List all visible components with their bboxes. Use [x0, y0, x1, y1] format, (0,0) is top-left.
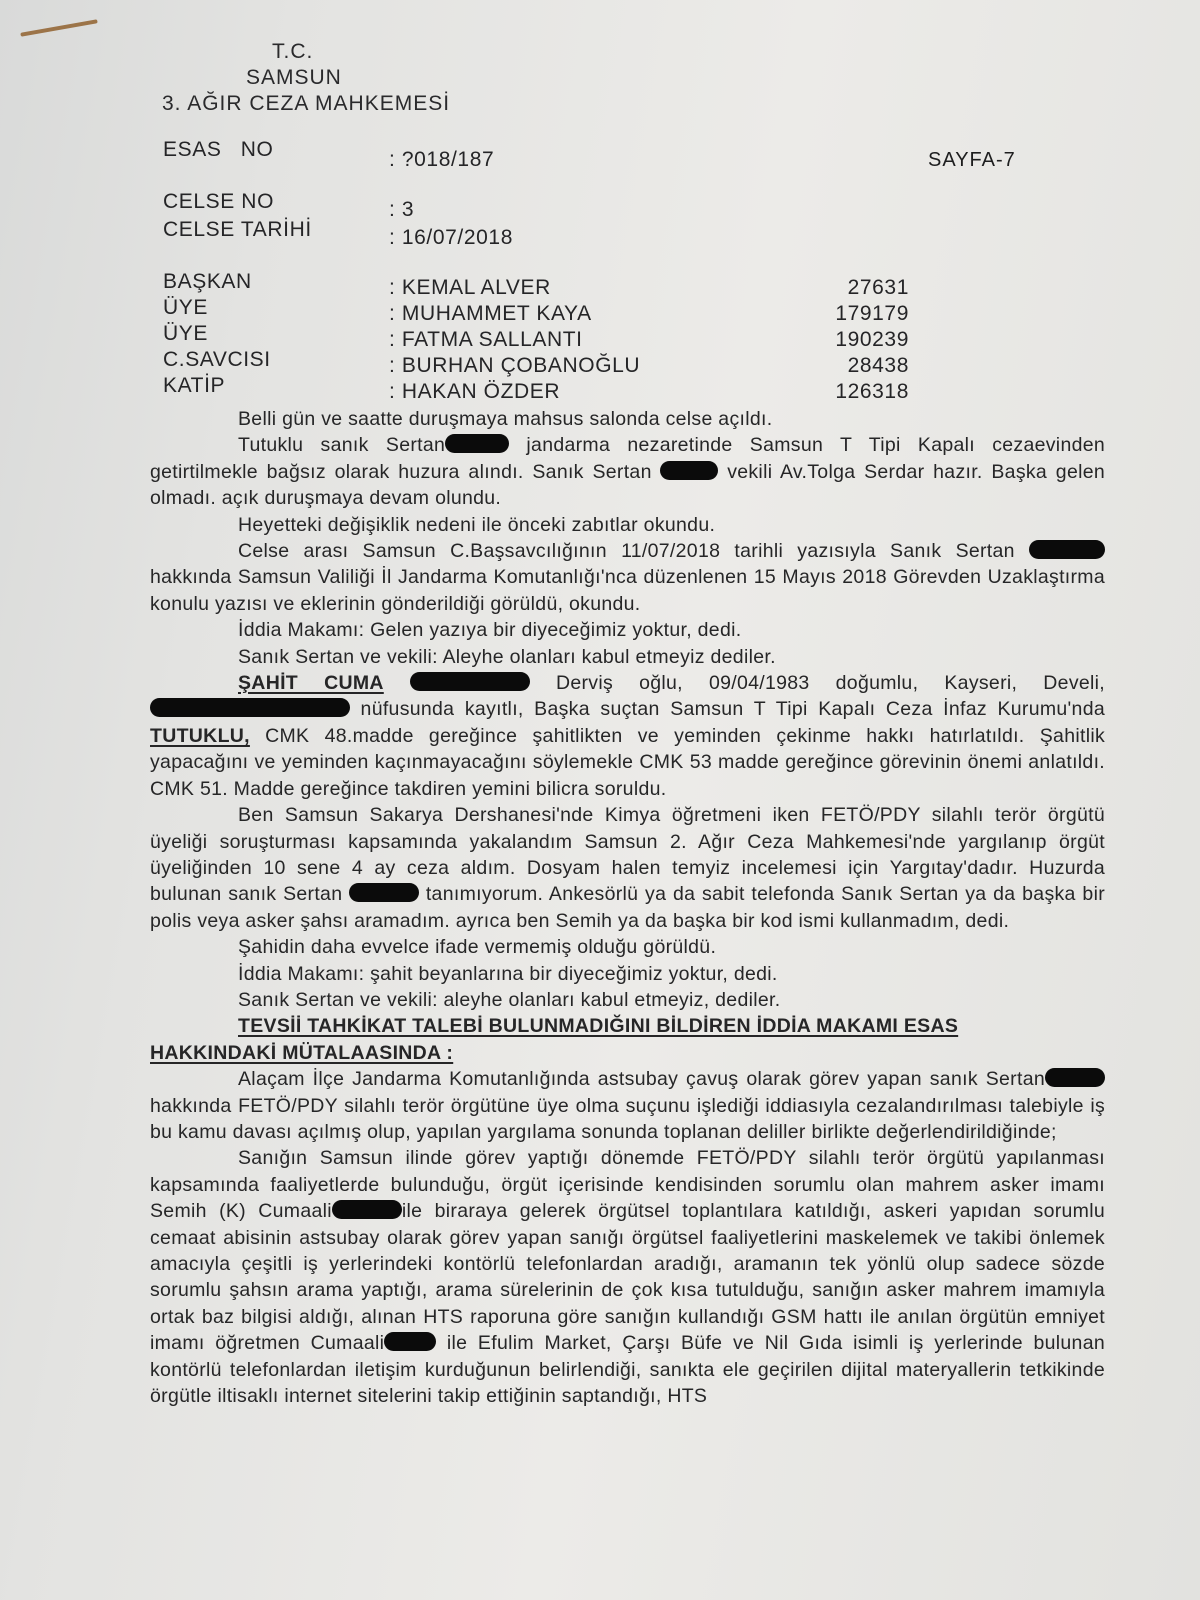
- paragraph: [150, 1066, 1105, 1145]
- paragraph: Şahidin daha evvelce ifade vermemiş olduğu görüldü.: [238, 936, 717, 959]
- panel-row: [163, 270, 923, 299]
- celse-date-value: : 16/07/2018: [389, 226, 513, 249]
- redaction-mark: [384, 1332, 436, 1351]
- paragraph: [150, 670, 1105, 802]
- header-city: SAMSUN: [246, 66, 342, 89]
- section-heading: HAKKINDAKİ MÜTALAASINDA :: [150, 1041, 454, 1064]
- text-segment: vekili Av.Tolga Serdar hazır. Başka gelen olmadı. açık duruşmaya devam olundu.: [150, 460, 1106, 510]
- panel-number: 27631: [847, 276, 909, 299]
- panel-name: : BURHAN ÇOBANOĞLU: [389, 354, 641, 377]
- redaction-mark: [1045, 1068, 1105, 1087]
- panel-name: : HAKAN ÖZDER: [389, 380, 561, 403]
- panel-number: 126318: [835, 380, 909, 403]
- panel-name: : FATMA SALLANTI: [389, 328, 583, 351]
- header-court: 3. AĞIR CEZA MAHKEMESİ: [162, 92, 451, 115]
- panel-role: C.SAVCISI: [163, 348, 271, 371]
- celse-date-label: CELSE TARİHİ: [163, 218, 312, 241]
- panel-number: 179179: [835, 302, 909, 325]
- paragraph: Sanık Sertan ve vekili: Aleyhe olanları kabul etmeyiz dediler.: [238, 645, 776, 668]
- wooden-stick: [20, 19, 98, 36]
- esas-value: : ?018/187: [389, 148, 495, 171]
- redaction-mark: [410, 672, 530, 691]
- text-segment: tanımıyorum. Ankesörlü ya da sabit telefonda Sanık Sertan ya da başka bir polis veya asker şahsı aramadım. ayrıca ben Semih ya da başka bir kod ismi kullanmadım, dedi.: [150, 883, 1106, 932]
- redaction-mark: [660, 461, 718, 480]
- redaction-mark: [349, 883, 419, 902]
- detention-status: TUTUKLU,: [150, 724, 250, 747]
- celse-no-row: [163, 190, 923, 221]
- text-segment: Celse arası Samsun C.Başsavcılığının 11/07/2018 tarihli yazısıyla Sanık Sertan: [238, 540, 1015, 563]
- celse-no-value: : 3: [389, 198, 415, 221]
- panel-number: 190239: [835, 328, 909, 351]
- redaction-mark: [1029, 540, 1105, 559]
- panel-row: [163, 374, 923, 403]
- text-segment: hakkında Samsun Valiliği İl Jandarma Komutanlığı'nca düzenlenen 15 Mayıs 2018 Görevden Uzaklaştırma konulu yazısı ve eklerinin gönderildiği görüldü, okundu.: [150, 566, 1105, 615]
- paragraph: İddia Makamı: şahit beyanlarına bir diyeceğimiz yoktur, dedi.: [238, 962, 778, 985]
- header-country: T.C.: [272, 40, 314, 63]
- panel-role: BAŞKAN: [163, 270, 252, 293]
- panel-row: [163, 296, 923, 325]
- panel-number: 28438: [847, 354, 909, 377]
- paragraph: Sanık Sertan ve vekili: aleyhe olanları kabul etmeyiz, dediler.: [238, 988, 781, 1011]
- paragraph: Heyetteki değişiklik nedeni ile önceki zabıtlar okundu.: [238, 513, 716, 536]
- text-segment: Tutuklu sanık Sertan: [238, 434, 446, 457]
- panel-role: ÜYE: [163, 296, 208, 319]
- text-segment: nüfusunda kayıtlı, Başka suçtan Samsun T Tipi Kapalı Ceza İnfaz Kurumu'nda: [360, 698, 1105, 721]
- section-heading: TEVSİİ TAHKİKAT TALEBİ BULUNMADIĞINI BİLDİREN İDDİA MAKAMI ESAS: [238, 1015, 959, 1038]
- text-segment: Sanığın Samsun ilinde görev yaptığı dönemde FETÖ/PDY silahlı terör örgütü yapılanması kapsamında faaliyetlerde bulunduğu, örgüt içerisinde kendisinden sorumlu olan mahrem asker imamı Semih (K) Cumaali: [150, 1147, 1105, 1223]
- text-segment: Ben Samsun Sakarya Dershanesi'nde Kimya öğretmeni iken FETÖ/PDY silahlı terör örgütü üyeliği soruşturması kapsamında yakalandım Samsun 2. Ağır Ceza Mahkemesi'nde yargılanıp örgüt üyeliğinden 10 sene 4 ay ceza aldım. Dosyam halen temyiz incelemesi için Yargıtay'dadır. Huzurda bulunan sanık Sertan: [150, 804, 1105, 906]
- witness-heading: ŞAHİT CUMA: [238, 672, 384, 695]
- paragraph: [150, 432, 1105, 511]
- panel-name: : KEMAL ALVER: [389, 276, 551, 299]
- text-segment: Derviş oğlu, 09/04/1983 doğumlu, Kayseri, Develi,: [555, 672, 1105, 695]
- redaction-mark: [150, 698, 350, 717]
- esas-label: ESAS NO: [163, 138, 274, 161]
- text-segment: CMK 48.madde gereğince şahitlikten ve yeminden çekinme hakkı hatırlatıldı. Şahitlik yapacağını ve yeminden kaçınmayacağını söylemekle CMK 53 madde gereğince görevinin önemi anlatıldı. CMK 51. Madde gereğince takdiren yemini bilicra soruldu.: [150, 724, 1106, 800]
- text-segment: hakkında FETÖ/PDY silahlı terör örgütüne üye olma suçunu işlediği iddiasıyla cezalandırılması talebiyle iş bu kamu davası açılmış olup, yapılan yargılama sonunda toplanan deliller birlikte değerlendirildiğinde;: [150, 1094, 1105, 1143]
- paragraph: [150, 538, 1105, 617]
- panel-row: [163, 348, 923, 377]
- panel-row: [163, 322, 923, 351]
- minutes-body: [150, 406, 1105, 1409]
- text-segment: Alaçam İlçe Jandarma Komutanlığında astsubay çavuş olarak görev yapan sanık Sertan: [238, 1068, 1045, 1091]
- panel-name: : MUHAMMET KAYA: [389, 302, 592, 325]
- text-segment: ile Efulim Market, Çarşı Büfe ve Nil Gıda isimli iş yerlerinde bulunan kontörlü telefonlardan iletişim kurduğunun belirlendiği, sanıkta ele geçirilen dijital materyallerin tetkikinde örgütle iltisaklı internet sitelerini takip ettiğinin saptandığı, HTS: [150, 1332, 1105, 1408]
- celse-no-label: CELSE NO: [163, 190, 274, 213]
- text-segment: jandarma nezaretinde Samsun T Tipi Kapalı cezaevinden getirtilmekle bağsız olarak huzura alındı. Sanık Sertan: [150, 434, 1106, 483]
- esas-row: [163, 138, 923, 171]
- text-segment: ile biraraya gelerek örgütsel toplantılara katıldığı, askeri yapıdan sorumlu cemaat abisinin astsubay olarak görev yapan sanığı örgütsel faaliyetlerini maskelemek ve takibi önlemek amacıyla çeşitli iş yerlerindeki kontörlü telefonlardan aradığı, aramanın tek yönlü olup sadece sözde sorumlu şahsın arama yaptığı, arama sürelerinin de çok kısa tutulduğu, sanığın asker mahrem imamıyla ortak baz bilgisi aldığı, alınan HTS raporuna göre sanığın kullandığı GSM hattı ile anılan örgütün emniyet imamı öğretmen Cumaali: [150, 1200, 1105, 1355]
- page-number: SAYFA-7: [928, 149, 1016, 171]
- redaction-mark: [332, 1200, 402, 1219]
- paragraph: [150, 1145, 1105, 1409]
- panel-role: KATİP: [163, 374, 226, 397]
- paragraph: İddia Makamı: Gelen yazıya bir diyeceğimiz yoktur, dedi.: [238, 619, 742, 642]
- paragraph: Belli gün ve saatte duruşmaya mahsus salonda celse açıldı.: [238, 408, 773, 430]
- redaction-mark: [445, 434, 509, 453]
- panel-role: ÜYE: [163, 322, 208, 345]
- celse-date-row: [163, 218, 923, 249]
- paragraph: [150, 802, 1105, 934]
